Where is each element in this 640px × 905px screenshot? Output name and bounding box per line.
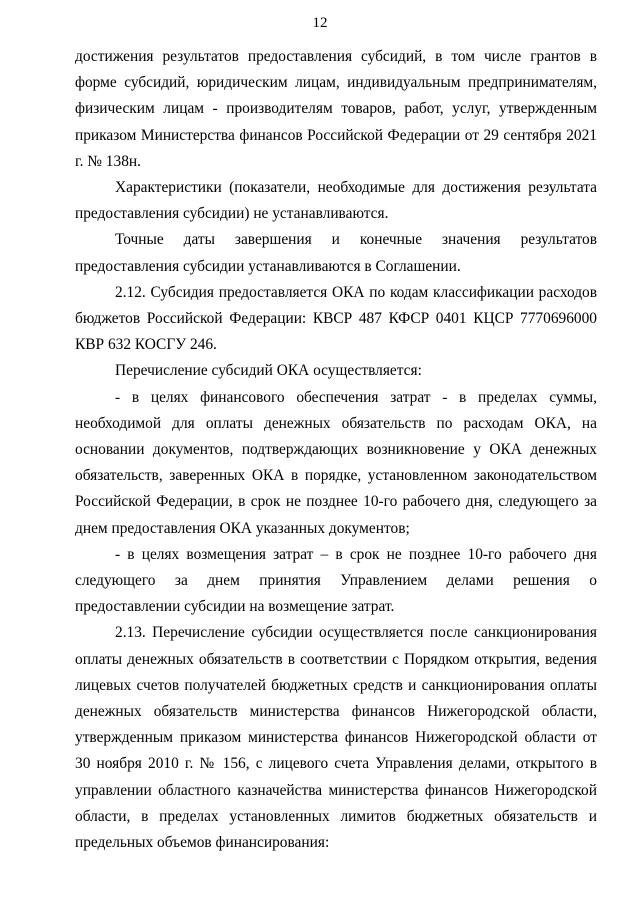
document-body: [75, 44, 597, 856]
paragraph-2-12: 2.12. Субсидия предоставляется ОКА по кодам классификации расходов бюджетов Российской Федерации: КВСР 487 КФСР 0401 КЦСР 7770696000 КВР 632 КОСГУ 246.: [75, 283, 597, 354]
paragraph-continuation: достижения результатов предоставления субсидий, в том числе грантов в форме субсидий, юридическим лицам, индивидуальным предпринимателям, физическим лицам - производителям товаров, работ, услуг, утвержденным приказом Министерства финансов Российской Федерации от 29 сентября 2021 г. № 138н.: [75, 48, 597, 170]
paragraph-characteristics: Характеристики (показатели, необходимые для достижения результата предоставления субсидии) не устанавливаются.: [75, 179, 597, 223]
paragraph-transfer-intro: Перечисление субсидий ОКА осуществляется:: [115, 362, 422, 380]
page-number: 12: [312, 15, 328, 31]
list-item-financial-support: - в целях финансового обеспечения затрат - в пределах суммы, необходимой для оплаты денежных обязательств по расходам ОКА, на основании документов, подтверждающих возникновение у ОКА денежных обязательств, заверенных ОКА в порядке, установленном законодательством Российской Федерации, в срок не позднее 10-го рабочего дня, следующего за днем предоставления ОКА указанных документов;: [75, 388, 597, 537]
list-item-reimbursement: - в целях возмещения затрат – в срок не позднее 10-го рабочего дня следующего за днем принятия Управлением делами решения о предоставлении субсидии на возмещение затрат.: [75, 545, 597, 616]
paragraph-2-13: 2.13. Перечисление субсидии осуществляется после санкционирования оплаты денежных обязательств в соответствии с Порядком открытия, ведения лицевых счетов получателей бюджетных средств и санкционирования оплаты денежных обязательств министерства финансов Нижегородской области, утвержденным приказом министерства финансов Нижегородской области от 30 ноября 2010 г. № 156, с лицевого счета Управления делами, открытого в управлении областного казначейства министерства финансов Нижегородской области, в пределах установленных лимитов бюджетных обязательств и предельных объемов финансирования:: [75, 624, 597, 852]
paragraph-dates: Точные даты завершения и конечные значения результатов предоставления субсидии устанавливаются в Соглашении.: [75, 231, 597, 275]
